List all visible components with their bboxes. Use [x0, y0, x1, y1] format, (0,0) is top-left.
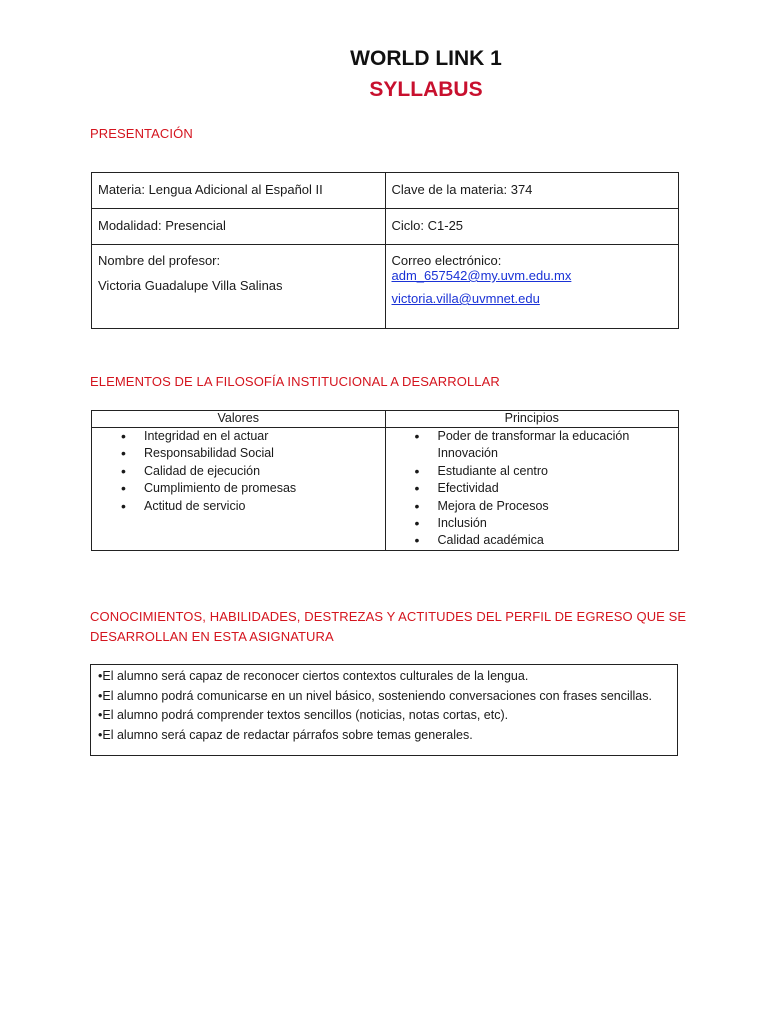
materia-cell: Materia: Lengua Adicional al Español II [92, 173, 386, 209]
list-item: • Calidad académica [438, 532, 679, 549]
list-item: • Responsabilidad Social [144, 445, 385, 462]
table-row [92, 173, 679, 209]
profesor-name: Victoria Guadalupe Villa Salinas [98, 278, 283, 293]
section-heading-perfil-line2: DESARROLLAN EN ESTA ASIGNATURA [90, 629, 334, 644]
list-item: • Mejora de Procesos [438, 498, 679, 515]
list-item: •El alumno podrá comprender textos sencillos (noticias, notas cortas, etc). [98, 708, 509, 723]
list-item: • Calidad de ejecución [144, 463, 385, 480]
presentacion-table [91, 172, 679, 329]
perfil-table [90, 664, 678, 756]
list-item: • Integridad en el actuar [144, 428, 385, 445]
principios-list [386, 428, 679, 550]
profesor-label: Nombre del profesor: [98, 253, 221, 268]
list-item: • Actitud de servicio [144, 498, 385, 515]
table-row [92, 209, 679, 245]
ciclo-cell: Ciclo: C1-25 [385, 209, 679, 245]
section-heading-perfil-line1: CONOCIMIENTOS, HABILIDADES, DESTREZAS Y ACTITUDES DEL PERFIL DE EGRESO QUE SE [90, 609, 687, 624]
list-item: •El alumno será capaz de reconocer ciertos contextos culturales de la lengua. [98, 669, 529, 683]
section-heading-perfil [90, 607, 686, 647]
table-row [92, 428, 679, 551]
valores-list [92, 428, 385, 515]
valores-cell [92, 428, 386, 551]
list-item: • Efectividad [438, 480, 679, 497]
profesor-cell [92, 245, 386, 329]
document-title: WORLD LINK 1 [350, 47, 502, 70]
perfil-cell [91, 665, 678, 756]
list-item: • Inclusión [438, 515, 679, 532]
email-link-secondary[interactable]: victoria.villa@uvmnet.edu [391, 291, 540, 306]
email-link-primary[interactable]: adm_657542@my.uvm.edu.mx [391, 268, 572, 283]
list-item: • Poder de transformar la educación [438, 428, 679, 445]
table-row [91, 665, 678, 756]
list-item: • Cumplimiento de promesas [144, 480, 385, 497]
correo-label: Correo electrónico: [391, 253, 502, 268]
filosofia-table [91, 410, 679, 551]
column-header-valores: Valores [92, 411, 386, 428]
table-header-row [92, 411, 679, 428]
document-subtitle: SYLLABUS [369, 78, 483, 101]
section-heading-presentacion: PRESENTACIÓN [90, 126, 193, 141]
clave-cell: Clave de la materia: 374 [385, 173, 679, 209]
list-item: • Estudiante al centro [438, 463, 679, 480]
list-item: •El alumno podrá comunicarse en un nivel básico, sosteniendo conversaciones con frases sencillas. [98, 688, 652, 703]
principios-cell [385, 428, 679, 551]
column-header-principios: Principios [385, 411, 679, 428]
table-row [92, 245, 679, 329]
section-heading-filosofia: ELEMENTOS DE LA FILOSOFÍA INSTITUCIONAL A DESARROLLAR [90, 374, 500, 389]
list-item: •El alumno será capaz de redactar párrafos sobre temas generales. [98, 727, 473, 742]
list-item: Innovación [437, 446, 498, 461]
correo-cell [385, 245, 679, 329]
modalidad-cell: Modalidad: Presencial [92, 209, 386, 245]
